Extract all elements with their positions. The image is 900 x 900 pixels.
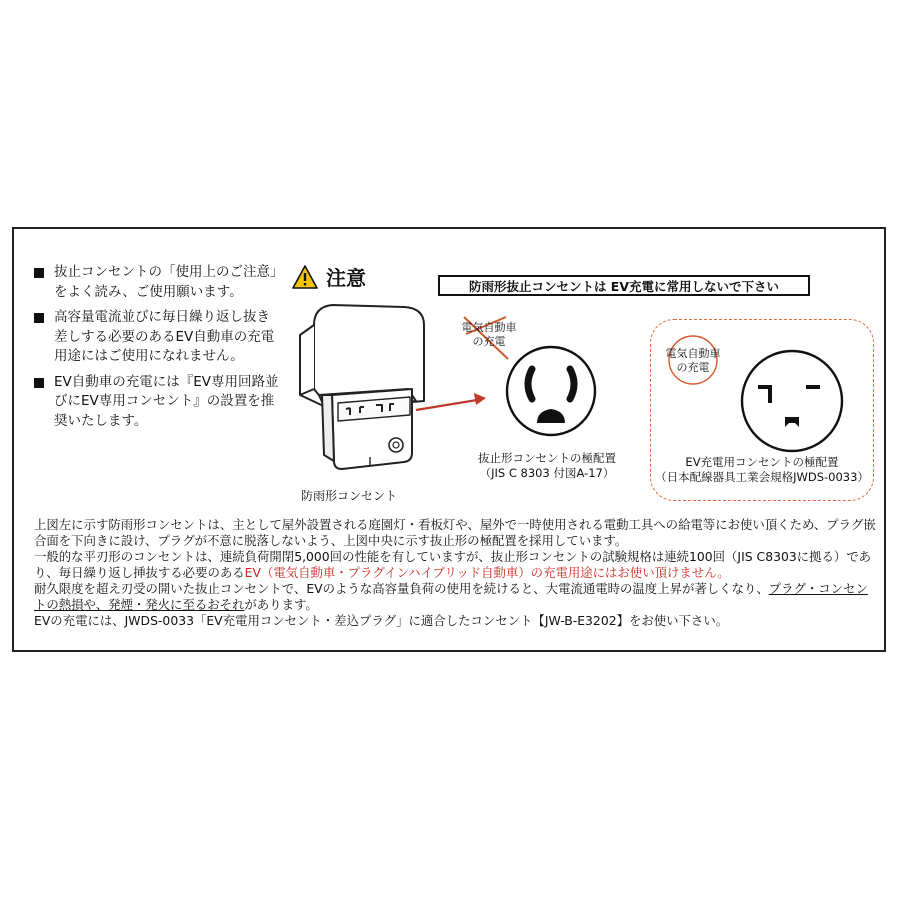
arrow-head-icon [474, 393, 486, 405]
locking-plug-face-icon [507, 347, 595, 435]
ev-charging-label [642, 347, 744, 375]
crossed-ev-label [454, 321, 524, 349]
body-text [34, 517, 880, 629]
locking-outlet-caption-line2: （JIS C 8303 付図A-17） [479, 466, 615, 480]
bullet-text: 抜止コンセントの「使用上のご注意」をよく読み、ご使用願います。 [54, 264, 277, 300]
caution-title-text: 注意 [326, 266, 366, 290]
crossed-ev-label-line2: の充電 [472, 335, 506, 348]
locking-outlet-caption-line1: 抜止形コンセントの極配置 [478, 451, 616, 465]
crossed-ev-label-line1: 電気自動車 [461, 321, 517, 334]
body-paragraph-3 [34, 581, 880, 613]
weatherproof-outlet-caption: 防雨形コンセント [300, 489, 397, 503]
body-paragraph-3-end: があります。 [244, 597, 318, 612]
ev-outlet-caption-line1: EV充電用コンセントの極配置 [685, 455, 839, 469]
ev-charging-label-line1: 電気自動車 [665, 347, 721, 360]
warning-box: 防雨形抜止コンセントは EV充電に常用しないで下さい [438, 275, 810, 296]
body-paragraph-2 [34, 549, 880, 581]
locking-outlet-caption [462, 451, 632, 481]
bullet-text: 高容量電流並びに毎日繰り返し抜き差しする必要のあるEV自動車の充電用途にはご使用になれません。 [54, 309, 275, 364]
body-paragraph-3-text: 耐久限度を超え刃受の開いた抜止コンセントで、EVのような高容量負荷の使用を続けると、大電流通電時の温度上昇が著しくなり、 [34, 581, 769, 596]
ev-plug-face-icon [742, 351, 842, 451]
weatherproof-outlet-drawing [300, 305, 424, 469]
body-paragraph-1: 上図左に示す防雨形コンセントは、主として屋外設置される庭園灯・看板灯や、屋外で一時使用される電動工具への給電等にお使い頂くため、プラグ嵌合面を下向きに設け、プラグが不意に脱落しないよう、上図中央に示す抜止形の極配置を採用しています。 [34, 517, 876, 548]
arrow-line [416, 400, 477, 410]
body-paragraph-4: EVの充電には、JWDS-0033「EV充電用コンセント・差込プラグ」に適合したコンセント【JW-B-E3202】をお使い下さい。 [34, 613, 729, 628]
ev-outlet-caption-line2: （日本配線器具工業会規格JWDS-0033） [655, 470, 869, 484]
ev-outlet-caption [650, 455, 874, 485]
body-paragraph-2-text: 一般的な平刃形のコンセントは、連続負荷開閉5,000回の性能を有していますが、抜止形コンセントの試験規格は連続100回（JIS C8303に拠る）であり、毎日繰り返し挿抜する必要のある [34, 549, 872, 580]
ev-charging-label-line2: の充電 [676, 361, 710, 374]
body-paragraph-3-underlined: プラグ・コンセントの熱損や、発煙・発火に至るおそれ [34, 581, 868, 612]
body-paragraph-2-warning: EV（電気自動車・プラグインハイブリッド自動車）の充電用途にはお使い頂けません。 [244, 565, 730, 580]
caution-panel [12, 227, 886, 652]
bullet-text: EV自動車の充電には『EV専用回路並びにEV専用コンセント』の設置を推奨いたします。 [54, 373, 279, 429]
